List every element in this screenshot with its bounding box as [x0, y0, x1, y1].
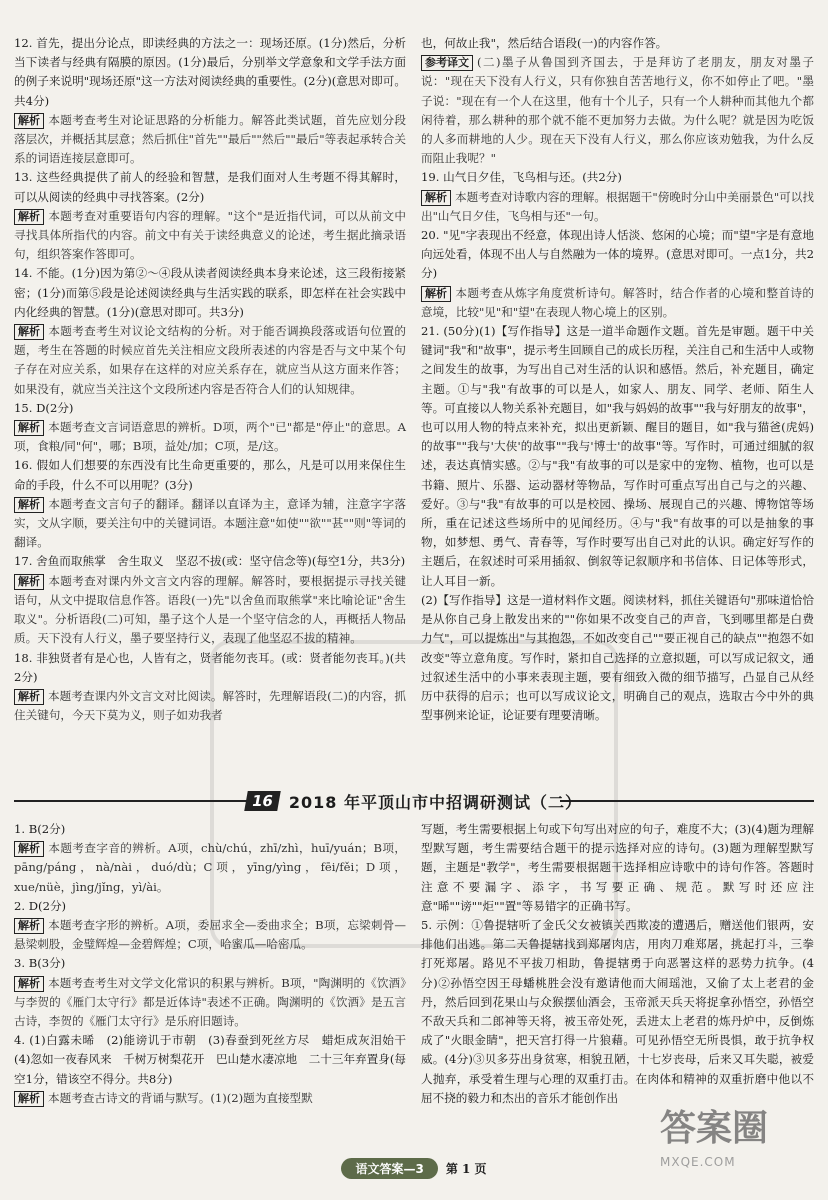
- explanation-paragraph: [421, 188, 814, 226]
- paragraph-text: 2. D(2分): [14, 898, 67, 913]
- left-column-top: [14, 34, 406, 725]
- answer-paragraph: [421, 591, 814, 725]
- explanation-paragraph: [14, 207, 406, 265]
- answer-paragraph: [421, 916, 814, 1108]
- right-column-bottom: [421, 820, 814, 1108]
- paragraph-text: 18. 非独贤者有是心也，人皆有之，贤者能勿丧耳。(或：贤者能勿丧耳。)(共2分): [14, 650, 406, 684]
- answer-paragraph: [14, 552, 406, 571]
- right-column-top: [421, 34, 814, 725]
- answer-paragraph: [14, 456, 406, 494]
- explanation-tag: 解析: [14, 113, 44, 129]
- paragraph-text: 本题考查字形的辨析。A项，委屈求全—委曲求全；B项，忘梁刺骨—悬梁刺股，金璧辉煌—金碧辉煌；C项，哈蜜瓜—哈密瓜。: [14, 918, 406, 952]
- answer-paragraph: [421, 226, 814, 284]
- answer-paragraph: [421, 322, 814, 591]
- paragraph-text: 1. B(2分): [14, 822, 66, 836]
- explanation-paragraph: [14, 687, 406, 725]
- paragraph-text: (二)墨子从鲁国到齐国去，于是拜访了老朋友，朋友对墨子说："现在天下没有人行义，只有你独自苦苦地行义，你不如停止了吧。"墨子说："现在有一个人在这里，他有十个儿子，只有一个人耕种而其他九个都闲待着，那么耕种的那个就不能不更加努力去做。为什么呢？就是因为吃饭的人多而耕地的人少。现在天下没有人行义，那么你应该劝勉我，为什么反而阻止我呢？": [421, 55, 814, 166]
- left-column-bottom: [14, 820, 418, 1108]
- paragraph-text: 21. (50分)(1)【写作指导】这是一道半命题作文题。首先是审题。题干中关键词"我"和"故事"，提示考生回顾自己的成长历程，关注自己和生活中人或物之间发生的故事，为写出自己对生活的认识和感悟。然后，补充题目，确定主题。①与"我"有故事的可以是人，如家人、朋友、同学、老师、陌生人等。可直接以人物关系补充题目，如"我与妈妈的故事""我与好朋友的故事"，也可以用人物的特点来补充，拟出更新颖、醒目的题目，如"我与猫爸(虎妈)的故事""我与'大侠'的故事""我与'博士'的故事"等。写作时，可通过细腻的叙述，表达真情实感。②与"我"有故事的可以是家中的宠物、植物，也可以是书籍、照片、乐器、运动器材等物品，写作时可重点写出自己与之的兴趣、爱好。③与"我"有故事的可以是校园、操场、展现自己的兴趣、博物馆等场所，重在记述这些场所中的见闻经历。④与"我"有故事的可以是抽象的事物，如梦想、勇气、青春等，写作时要写出自己对此的认识。确定好写作的主题后，在叙述时可采用插叙、倒叙等记叙顺序和书信体、日记体等形式，让人耳目一新。: [421, 324, 814, 588]
- footer-side-label: 第 1 页: [445, 1161, 487, 1176]
- explanation-tag: 解析: [14, 841, 44, 857]
- paragraph-text: 20. "见"字表现出不经意，体现出诗人恬淡、悠闲的心境；而"望"字是有意地向远处看，体现不出人与自然融为一体的境界。(意思对即可。一点1分，共2分): [421, 228, 814, 281]
- explanation-tag: 解析: [14, 1091, 44, 1107]
- paragraph-text: 本题考查对课内外文言文内容的理解。解答时，要根据提示寻找关键语句，从文中提取信息作答。语段(一)先"以舍鱼而取熊掌"来比喻论证"舍生取义"。分析语段(二)可知，墨子这个人是一个坚守信念的人，再概括人物品质。天下没有人行义，墨子要坚持行义，表现了他坚忍不拔的精神。: [14, 573, 406, 646]
- paragraph-text: 19. 山气日夕佳，飞鸟相与还。(共2分): [421, 170, 622, 185]
- paragraph-text: 写题，考生需要根据上句或下句写出对应的句子，难度不大；(3)(4)题为理解型默写题，考生需要结合题干的提示选择对应的诗句。(3)题为理解型默写题，主题是"教学"，考生需要根据题干选择相应诗歌中的诗句作答。答题时注意不要漏字、添字，书写要正确、规范。默写时还应注意"晞""谤""炬""置"等易错字的正确书写。: [421, 822, 814, 913]
- answer-paragraph: [14, 649, 406, 687]
- paragraph-text: 也，何故止我"，然后结合语段(一)的内容作答。: [421, 36, 668, 50]
- site-watermark: [660, 1100, 820, 1192]
- paragraph-text: 14. 不能。(1分)因为第②～④段从读者阅读经典本身来论述，这三段衔接紧密；(1分)而第⑤段是论述阅读经典与生活实践的联系，即怎样在社会实践中内化经典的智慧。(1分)(意思对即可。共3分): [14, 266, 406, 319]
- explanation-tag: 解析: [14, 574, 44, 590]
- explanation-tag: 解析: [14, 324, 44, 340]
- explanation-tag: 解析: [14, 976, 44, 992]
- paragraph-text: 本题考查考生对议论文结构的分析。对于能否调换段落或语句位置的题，考生在答题的时候应首先关注相应文段所表述的内容是否与文中某个句子存在对应关系，如果存在这样的对应关系存在，就应当从这方面来作答；如果没有，就应当关注这个文段所述内容是否符合人们的认知规律。: [14, 324, 406, 396]
- answer-paragraph: [421, 168, 814, 187]
- paragraph-text: (2)【写作指导】这是一道材料作文题。阅读材料，抓住关键语句"那味道恰恰是从你自己身上散发出来的""你如果不改变自己的声音，飞到哪里都是白费力气"，可以提炼出"与其抱怨，不如改变自己""要正视自己的缺点""抱怨不如改变"等立意角度。写作时，紧扣自己选择的立意拟题，可以写成记叙文，通过叙述生活中的小事来表现主题，要有细致入微的细节描写，凸显自己从经历中获得的启示；也可以写成议论文，明确自己的观点，选取古今中外的典型事例来论证，论证要有理要清晰。: [421, 592, 814, 723]
- explanation-paragraph: [14, 1089, 406, 1108]
- footer-page-label: 语文答案—3: [341, 1158, 437, 1179]
- paragraph-text: 4. (1)白露未晞 (2)能谤讥于市朝 (3)春蚕到死丝方尽 蜡炬成灰泪始干 (4)忽如一夜春风来 千树万树梨花开 巴山楚水凄凉地 二十三年弃置身(每空1分，错该空不得分。共8分): [14, 1033, 418, 1086]
- explanation-paragraph: [14, 916, 406, 954]
- paragraph-text: 本题考查对诗歌内容的理解。根据题干"傍晚时分山中美丽景色"可以找出"山气日夕佳，飞鸟相与还"一句。: [421, 189, 814, 223]
- section-number: 16: [244, 791, 280, 811]
- explanation-tag: 解析: [14, 689, 44, 705]
- paragraph-text: 本题考查文言句子的翻译。翻译以直译为主，意译为辅，注意字字落实，文从字顺，要关注句中的关键词语。本题注意"如使""欲""甚""则"等词的翻译。: [14, 496, 406, 550]
- explanation-paragraph: [14, 572, 406, 649]
- explanation-paragraph: [14, 839, 406, 897]
- paragraph-text: 本题考查文言词语意思的辨析。D项，两个"已"都是"停止"的意思。A项，食粮/同"何"，哪；B项，益处/加；C项，是/这。: [14, 420, 406, 454]
- explanation-paragraph: [14, 322, 406, 399]
- answer-paragraph: [421, 34, 814, 53]
- answer-paragraph: [14, 897, 406, 916]
- explanation-tag: 解析: [14, 209, 44, 225]
- explanation-tag: 解析: [421, 190, 451, 206]
- paragraph-text: 本题考查字音的辨析。A项，chù/chú，zhī/zhì，huī/yuán；B项，pāng/páng，nà/nài，duó/dù；C项，yīng/yìng，fēi/fěi；D项，xue/nüè，jìng/jǐng，yì/ài。: [14, 841, 406, 894]
- paragraph-text: 本题考查对重要语句内容的理解。"这个"是近指代词，可以从前文中寻找具体所指代的内容。前文中有关于读经典意义的论述，考生据此摘录语句，组织答案作答即可。: [14, 208, 406, 262]
- explanation-paragraph: [421, 284, 814, 322]
- answer-paragraph: [14, 34, 406, 111]
- section-header: [14, 788, 814, 814]
- answer-paragraph: [421, 820, 814, 916]
- explanation-paragraph: [14, 974, 406, 1032]
- explanation-tag: 解析: [421, 286, 451, 302]
- explanation-paragraph: [14, 111, 406, 169]
- watermark-logo: 答案圈: [660, 1108, 769, 1149]
- paragraph-text: 本题考查从炼字角度赏析诗句。解答时，结合作者的心境和整首诗的意境，比较"见"和"望"在表现人物心境上的区别。: [421, 285, 814, 319]
- watermark-url: MXQE.COM: [660, 1155, 736, 1169]
- explanation-paragraph: [14, 418, 406, 456]
- section-title: 2018 年平顶山市中招调研测试（二）: [288, 792, 582, 812]
- paragraph-text: 本题考查古诗文的背诵与默写。(1)(2)题为直接型默: [48, 1090, 313, 1105]
- answer-paragraph: [14, 264, 406, 322]
- explanation-tag: 参考译文: [421, 55, 473, 71]
- answer-paragraph: [14, 820, 406, 839]
- answer-paragraph: [14, 954, 406, 973]
- paragraph-text: 15. D(2分): [14, 400, 74, 415]
- answer-paragraph: [14, 168, 406, 206]
- paragraph-text: 12. 首先，提出分论点，即读经典的方法之一：现场还原。(1分)然后，分析当下读者与经典有隔膜的原因。(1分)最后，分别举文学意象和文学手法方面的例子来说明"现场还原"这一方法对阅读经典的重要性。(2分)(意思对即可。共4分): [14, 36, 406, 108]
- explanation-tag: 解析: [14, 918, 44, 934]
- explanation-tag: 解析: [14, 420, 44, 436]
- answer-paragraph: [14, 1031, 418, 1089]
- paragraph-text: 3. B(3分): [14, 956, 66, 971]
- paragraph-text: 本题考查考生对文学文化常识的积累与辨析。B项，"陶渊明的《饮酒》与李贺的《雁门太守行》都是近体诗"表述不正确。陶渊明的《饮酒》是五言古诗，李贺的《雁门太守行》是乐府旧题诗。: [14, 975, 406, 1029]
- explanation-paragraph: [421, 53, 814, 168]
- paragraph-text: 本题考查考生对论证思路的分析能力。解答此类试题，首先应划分段落层次，并概括其层意；然后抓住"首先""最后""然后""最后"等表起承转合关系的词语连接层意即可。: [14, 112, 406, 166]
- paragraph-text: 本题考查课内外文言文对比阅读。解答时，先理解语段(二)的内容，抓住关键句，今天下莫为义，则子如劝我者: [14, 688, 406, 723]
- paragraph-text: 17. 舍鱼而取熊掌 舍生取义 坚忍不拔(或：坚守信念等)(每空1分，共3分): [14, 554, 406, 569]
- explanation-paragraph: [14, 495, 406, 553]
- answer-paragraph: [14, 399, 406, 418]
- paragraph-text: 16. 假如人们想要的东西没有比生命更重要的，那么，凡是可以用来保住生命的手段，什么不可以用呢？(3分): [14, 458, 406, 492]
- paragraph-text: 5. 示例：①鲁提辖听了金氏父女被镇关西欺凌的遭遇后，赠送他们银两，安排他们出逃。第二天鲁提辖找到郑屠肉店，用肉刀难郑屠，挑起打斗，三拳打死郑屠。路见不平拔刀相助，鲁提辖勇于向恶署这样的恶势力抗争。(4分)②孙悟空因王母蟠桃胜会没有邀请他而大闹瑶池，又偷了太上老君的金丹，然后回到花果山与众猴摆仙酒会，玉帝派天兵天将捉拿孙悟空，孙悟空不敌天兵和二郎神等天将，被玉帝处死，丢进太上老君的炼丹炉中，反倒炼成了"火眼金睛"，把天宫打得一片狼藉。可见孙悟空无所畏惧，敢于抗争权威。(4分)③贝多芬出身贫寒，相貌丑陋，十七岁丧母，后来又耳失聪，被爱人抛弃，承受着生理与心理的双重打击。在肉体和精神的双重折磨中他以不屈不挠的毅力和杰出的音乐才能创作出: [421, 918, 814, 1105]
- paragraph-text: 13. 这些经典提供了前人的经验和智慧，是我们面对人生考题不得其解时，可以从阅读的经典中寻找答案。(2分): [14, 170, 406, 204]
- explanation-tag: 解析: [14, 497, 44, 513]
